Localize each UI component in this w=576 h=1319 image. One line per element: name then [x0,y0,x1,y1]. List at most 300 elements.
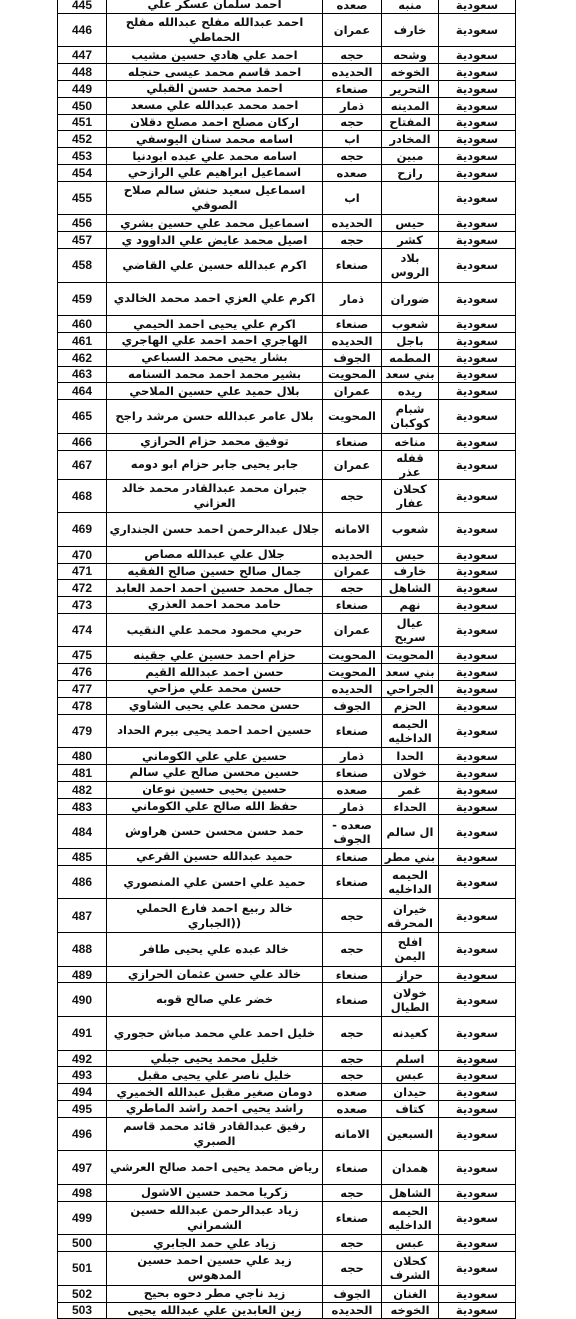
table-row [58,899,516,933]
row-number-cell: 497 [58,1151,107,1185]
row-number-cell: 477 [58,681,107,698]
table-row [58,433,516,450]
row-number-cell: 496 [58,1117,107,1151]
table-sheet [57,0,515,1319]
nationality-cell: سعودية [439,815,516,849]
table-row [58,1184,516,1201]
district-cell: مناخه [382,433,439,450]
nationality-cell: سعودية [439,664,516,681]
table-row [58,1101,516,1118]
table-row [58,181,516,215]
row-number-cell: 490 [58,983,107,1017]
nationality-cell: سعودية [439,966,516,983]
person-name-cell: حميد علي احسن علي المنصوري [107,865,323,899]
nationality-cell: سعودية [439,597,516,614]
nationality-cell: سعودية [439,513,516,547]
district-cell: بني مطر [382,849,439,866]
table-row [58,1285,516,1302]
governorate-cell: صنعاء [323,433,382,450]
table-row [58,781,516,798]
district-cell: التحرير [382,80,439,97]
governorate-cell: الحديده [323,215,382,232]
person-name-cell: احمد محمد عبدالله علي مسعد [107,97,323,114]
table-row [58,865,516,899]
row-number-cell: 478 [58,697,107,714]
nationality-cell: سعودية [439,1151,516,1185]
district-cell: منبه [382,0,439,13]
table-row [58,450,516,479]
row-number-cell: 450 [58,97,107,114]
row-number-cell: 452 [58,131,107,148]
nationality-cell: سعودية [439,933,516,967]
governorate-cell: صنعاء [323,597,382,614]
row-number-cell: 448 [58,64,107,81]
person-name-cell: حامد محمد احمد العذري [107,597,323,614]
row-number-cell: 457 [58,232,107,249]
governorate-cell: حجه [323,47,382,64]
row-number-cell: 467 [58,450,107,479]
nationality-cell: سعودية [439,479,516,513]
row-number-cell: 487 [58,899,107,933]
district-cell: حيس [382,215,439,232]
governorate-cell: صنعاء [323,714,382,748]
governorate-cell: الحديده [323,681,382,698]
district-cell: بني سعد [382,664,439,681]
table-row [58,714,516,748]
person-name-cell: حميد عبدالله حسين القرعي [107,849,323,866]
person-name-cell: حمد حسن محسن حسن هراوش [107,815,323,849]
nationality-cell: سعودية [439,1050,516,1067]
person-name-cell: احمد محمد حسن القبلي [107,80,323,97]
nationality-cell: سعودية [439,748,516,765]
table-row [58,697,516,714]
person-name-cell: رفيق عبدالقادر قائد محمد قاسم الصبري [107,1117,323,1151]
person-name-cell: زكريا محمد حسين الاشول [107,1184,323,1201]
governorate-cell: المحويت [323,366,382,383]
row-number-cell: 495 [58,1101,107,1118]
nationality-cell: سعودية [439,13,516,47]
table-row [58,1017,516,1051]
person-name-cell: خضر علي صالح قوبه [107,983,323,1017]
row-number-cell: 470 [58,546,107,563]
table-row [58,1302,516,1319]
governorate-cell: صنعاء [323,849,382,866]
district-cell: ال سالم [382,815,439,849]
district-cell: المدينه [382,97,439,114]
nationality-cell: سعودية [439,282,516,316]
district-cell: الشاهل [382,1184,439,1201]
row-number-cell: 454 [58,164,107,181]
district-cell: بني سعد [382,366,439,383]
governorate-cell: ذمار [323,282,382,316]
governorate-cell: الجوف [323,697,382,714]
person-name-cell: زياد عبدالرحمن عبدالله حسين الشمراني [107,1201,323,1235]
table-row [58,966,516,983]
governorate-cell: حجه [323,933,382,967]
row-number-cell: 447 [58,47,107,64]
row-number-cell: 482 [58,781,107,798]
nationality-cell: سعودية [439,983,516,1017]
governorate-cell: الحديده [323,1302,382,1319]
governorate-cell: ذمار [323,97,382,114]
row-number-cell: 476 [58,664,107,681]
governorate-cell: الجوف [323,1285,382,1302]
district-cell: قفله عذر [382,450,439,479]
nationality-cell: سعودية [439,714,516,748]
person-name-cell: زين العابدين علي عبدالله يحيى [107,1302,323,1319]
nationality-cell: سعودية [439,64,516,81]
district-cell: اسلم [382,1050,439,1067]
nationality-cell: سعودية [439,1302,516,1319]
district-cell: كتاف [382,1101,439,1118]
table-row [58,1201,516,1235]
district-cell: كحلان الشرف [382,1252,439,1286]
nationality-cell: سعودية [439,131,516,148]
person-name-cell: اسامه محمد سنان اليوسفي [107,131,323,148]
governorate-cell: عمران [323,563,382,580]
row-number-cell: 485 [58,849,107,866]
person-name-cell: احمد عبدالله مفلح عبدالله مفلح الحماطي [107,13,323,47]
governorate-cell: صنعاء [323,966,382,983]
row-number-cell: 461 [58,332,107,349]
person-name-cell: اسماعيل سعيد حنش سالم صلاح الصوفي [107,181,323,215]
nationality-cell: سعودية [439,215,516,232]
district-cell: خارف [382,13,439,47]
governorate-cell: صنعاء [323,983,382,1017]
table-row [58,748,516,765]
nationality-cell: سعودية [439,580,516,597]
nationality-cell: سعودية [439,400,516,434]
row-number-cell: 455 [58,181,107,215]
district-cell: المفتاح [382,114,439,131]
person-name-cell: حسن محمد علي مزاحي [107,681,323,698]
governorate-cell: اب [323,181,382,215]
district-cell: خولان [382,765,439,782]
table-row [58,282,516,316]
row-number-cell: 493 [58,1067,107,1084]
nationality-cell: سعودية [439,681,516,698]
district-cell: باجل [382,332,439,349]
row-number-cell: 463 [58,366,107,383]
district-cell: بلاد الروس [382,248,439,282]
person-name-cell: حربي محمود محمد علي النقيب [107,613,323,647]
governorate-cell: عمران [323,383,382,400]
nationality-cell: سعودية [439,383,516,400]
row-number-cell: 498 [58,1184,107,1201]
nationality-cell: سعودية [439,148,516,165]
row-number-cell: 481 [58,765,107,782]
governorate-cell: المحويت [323,664,382,681]
data-table [57,0,516,1319]
person-name-cell: دومان صغير مقبل عبدالله الخميري [107,1084,323,1101]
table-row [58,148,516,165]
governorate-cell: اب [323,131,382,148]
district-cell: عبس [382,1067,439,1084]
table-row [58,1084,516,1101]
table-row [58,400,516,434]
row-number-cell: 465 [58,400,107,434]
person-name-cell: بشير محمد احمد محمد السنامه [107,366,323,383]
table-row [58,1252,516,1286]
governorate-cell: ذمار [323,798,382,815]
table-row [58,316,516,333]
table-row [58,332,516,349]
person-name-cell: جبران محمد عبدالقادر محمد خالد العزاني [107,479,323,513]
person-name-cell: جلال عبدالرحمن احمد حسن الجنداري [107,513,323,547]
district-cell: خولان الطيال [382,983,439,1017]
person-name-cell: اسامه محمد علي عبده ابودنيا [107,148,323,165]
person-name-cell: اسماعيل ابراهيم علي الرازحي [107,164,323,181]
district-cell: ريده [382,383,439,400]
district-cell: عيال سريح [382,613,439,647]
row-number-cell: 494 [58,1084,107,1101]
row-number-cell: 484 [58,815,107,849]
district-cell: الحيمه الداخليه [382,865,439,899]
district-cell: خيران المحرقه [382,899,439,933]
governorate-cell: حجه [323,1050,382,1067]
person-name-cell: خليل ناصر علي يحيى مقبل [107,1067,323,1084]
row-number-cell: 471 [58,563,107,580]
table-row [58,479,516,513]
nationality-cell: سعودية [439,1084,516,1101]
district-cell: خارف [382,563,439,580]
district-cell: المخادر [382,131,439,148]
row-number-cell: 466 [58,433,107,450]
person-name-cell: جمال محمد حسين احمد احمد العابد [107,580,323,597]
nationality-cell: سعودية [439,781,516,798]
row-number-cell: 464 [58,383,107,400]
nationality-cell: سعودية [439,1117,516,1151]
table-row [58,815,516,849]
table-row [58,248,516,282]
governorate-cell: حجه [323,580,382,597]
row-number-cell: 462 [58,349,107,366]
row-number-cell: 446 [58,13,107,47]
nationality-cell: سعودية [439,316,516,333]
row-number-cell: 480 [58,748,107,765]
person-name-cell: خالد عبده علي يحيى طافر [107,933,323,967]
governorate-cell: حجه [323,232,382,249]
person-name-cell: حسين احمد احمد يحيى بيرم الحداد [107,714,323,748]
governorate-cell: صعده - الجوف [323,815,382,849]
nationality-cell: سعودية [439,1184,516,1201]
person-name-cell: توفيق محمد حزام الحرازي [107,433,323,450]
district-cell: الحيمه الداخليه [382,714,439,748]
table-row [58,0,516,13]
governorate-cell: صنعاء [323,80,382,97]
district-cell: عبس [382,1235,439,1252]
district-cell: حيس [382,546,439,563]
person-name-cell: اركان مصلح احمد مصلح دقلان [107,114,323,131]
nationality-cell: سعودية [439,1252,516,1286]
row-number-cell: 475 [58,647,107,664]
nationality-cell: سعودية [439,1017,516,1051]
row-number-cell: 503 [58,1302,107,1319]
district-cell: رازح [382,164,439,181]
row-number-cell: 472 [58,580,107,597]
person-name-cell: خليل محمد يحيى جبلي [107,1050,323,1067]
table-row [58,849,516,866]
row-number-cell: 489 [58,966,107,983]
table-row [58,64,516,81]
table-row [58,383,516,400]
row-number-cell: 502 [58,1285,107,1302]
person-name-cell: زيد علي حسين احمد حسين المدهوس [107,1252,323,1286]
nationality-cell: سعودية [439,248,516,282]
person-name-cell: حفظ الله صالح علي الكوماني [107,798,323,815]
district-cell: الحدا [382,748,439,765]
nationality-cell: سعودية [439,164,516,181]
person-name-cell: الهاجري احمد احمد علي الهاجري [107,332,323,349]
nationality-cell: سعودية [439,1101,516,1118]
district-cell: كشر [382,232,439,249]
table-row [58,215,516,232]
table-row [58,366,516,383]
district-cell: الخوخه [382,1302,439,1319]
table-row [58,798,516,815]
row-number-cell: 445 [58,0,107,13]
district-cell: الخوخه [382,64,439,81]
district-cell: كعيدنه [382,1017,439,1051]
governorate-cell: عمران [323,13,382,47]
table-row [58,664,516,681]
table-row [58,232,516,249]
nationality-cell: سعودية [439,0,516,13]
table-row [58,546,516,563]
person-name-cell: حسن احمد عبدالله القيم [107,664,323,681]
governorate-cell: صعده [323,164,382,181]
district-cell: وشحه [382,47,439,64]
table-row [58,131,516,148]
person-name-cell: احمد قاسم محمد عيسى حنجله [107,64,323,81]
table-row [58,765,516,782]
district-cell: الشاهل [382,580,439,597]
district-cell [382,181,439,215]
nationality-cell: سعودية [439,613,516,647]
table-row [58,13,516,47]
row-number-cell: 486 [58,865,107,899]
governorate-cell: حجه [323,899,382,933]
district-cell: غمر [382,781,439,798]
row-number-cell: 488 [58,933,107,967]
nationality-cell: سعودية [439,765,516,782]
district-cell: شبام كوكبان [382,400,439,434]
nationality-cell: سعودية [439,450,516,479]
governorate-cell: حجه [323,1184,382,1201]
district-cell: نهم [382,597,439,614]
nationality-cell: سعودية [439,1235,516,1252]
district-cell: الحيمه الداخليه [382,1201,439,1235]
governorate-cell: الجوف [323,349,382,366]
governorate-cell: المحويت [323,400,382,434]
table-body [58,0,516,1319]
governorate-cell: حجه [323,1252,382,1286]
table-row [58,513,516,547]
row-number-cell: 474 [58,613,107,647]
district-cell: حيدان [382,1084,439,1101]
governorate-cell: صعده [323,1084,382,1101]
table-row [58,1235,516,1252]
person-name-cell: بشار يحيى محمد السباعي [107,349,323,366]
governorate-cell: صنعاء [323,248,382,282]
governorate-cell: حجه [323,148,382,165]
row-number-cell: 479 [58,714,107,748]
nationality-cell: سعودية [439,563,516,580]
person-name-cell: خليل احمد علي محمد مباش حجوري [107,1017,323,1051]
governorate-cell: المحويت [323,647,382,664]
person-name-cell: زيد ناجي مطر دحوه بحيح [107,1285,323,1302]
table-row [58,80,516,97]
row-number-cell: 458 [58,248,107,282]
district-cell: السبعين [382,1117,439,1151]
governorate-cell: حجه [323,1017,382,1051]
governorate-cell: حجه [323,114,382,131]
nationality-cell: سعودية [439,899,516,933]
table-row [58,1067,516,1084]
nationality-cell: سعودية [439,865,516,899]
table-row [58,580,516,597]
row-number-cell: 451 [58,114,107,131]
governorate-cell: الحديده [323,64,382,81]
district-cell: كحلان عفار [382,479,439,513]
governorate-cell: صنعاء [323,316,382,333]
district-cell: شعوب [382,513,439,547]
district-cell: حراز [382,966,439,983]
table-row [58,1050,516,1067]
person-name-cell: راشد يحيى احمد راشد الماطري [107,1101,323,1118]
row-number-cell: 449 [58,80,107,97]
governorate-cell: صعده [323,1101,382,1118]
row-number-cell: 456 [58,215,107,232]
district-cell: الحزم [382,697,439,714]
district-cell: شعوب [382,316,439,333]
person-name-cell: حسين علي علي الكوماني [107,748,323,765]
row-number-cell: 460 [58,316,107,333]
table-row [58,164,516,181]
table-row [58,647,516,664]
district-cell: المطمه [382,349,439,366]
person-name-cell: اسماعيل محمد علي حسين بشري [107,215,323,232]
person-name-cell: زياد علي حمد الجابري [107,1235,323,1252]
row-number-cell: 492 [58,1050,107,1067]
governorate-cell: الامانه [323,1117,382,1151]
table-row [58,681,516,698]
governorate-cell: حجه [323,1235,382,1252]
nationality-cell: سعودية [439,97,516,114]
governorate-cell: الحديده [323,332,382,349]
person-name-cell: جابر يحيى جابر حزام ابو دومه [107,450,323,479]
table-row [58,933,516,967]
governorate-cell: صعده [323,0,382,13]
table-row [58,47,516,64]
person-name-cell: حسن محمد علي يحيى الشاوي [107,697,323,714]
row-number-cell: 473 [58,597,107,614]
table-row [58,1117,516,1151]
nationality-cell: سعودية [439,1067,516,1084]
table-row [58,349,516,366]
person-name-cell: اكرم علي العزي احمد محمد الخالدي [107,282,323,316]
table-row [58,983,516,1017]
row-number-cell: 469 [58,513,107,547]
person-name-cell: اصيل محمد عايض علي الداوود ي [107,232,323,249]
nationality-cell: سعودية [439,546,516,563]
district-cell: افلح اليمن [382,933,439,967]
district-cell: المحويت [382,647,439,664]
governorate-cell: حجه [323,1067,382,1084]
person-name-cell: رياض محمد يحيى احمد صالح العرشي [107,1151,323,1185]
governorate-cell: الامانه [323,513,382,547]
nationality-cell: سعودية [439,349,516,366]
